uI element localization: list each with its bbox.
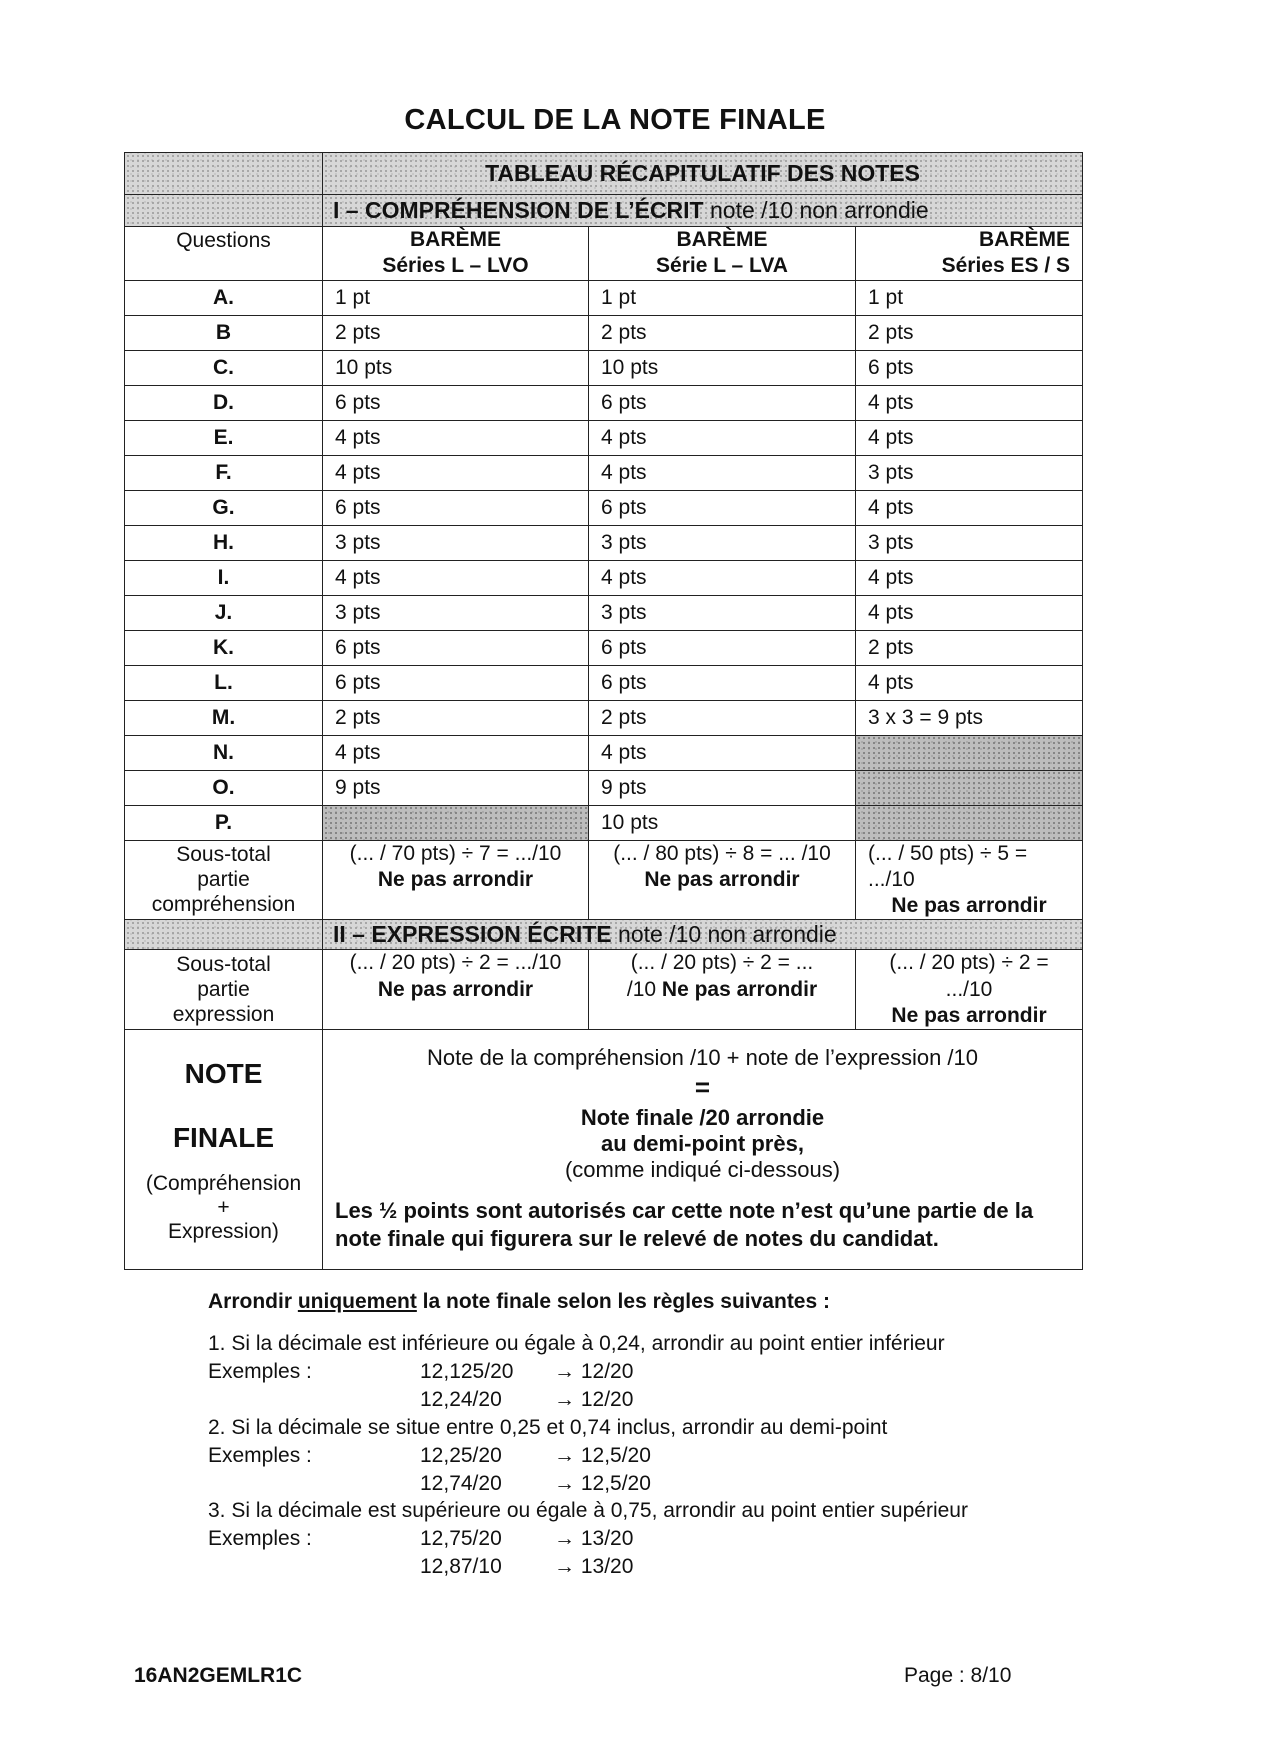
score-lva: 3 pts: [589, 595, 856, 630]
table-row: [125, 770, 1083, 805]
score-lva: 2 pts: [589, 315, 856, 350]
section-1-note: note /10 non arrondie: [703, 197, 929, 223]
column-header-lvo: [323, 227, 589, 281]
examples-label: Exemples :: [208, 1359, 312, 1383]
score-ess-not-applicable: [856, 770, 1083, 805]
question-label: H.: [125, 525, 323, 560]
table-row: [125, 315, 1083, 350]
rounding-rules-intro: [208, 1288, 1108, 1316]
example-row: [208, 1553, 1108, 1581]
rule-text: 2. Si la décimale se situe entre 0,25 et 0,74 inclus, arrondir au demi-point: [208, 1415, 888, 1439]
score-lvo: 6 pts: [323, 630, 589, 665]
score-lvo: 4 pts: [323, 735, 589, 770]
subtotal-expression-ess: [856, 950, 1083, 1030]
subtotal-formula-cont: .../10: [868, 867, 915, 891]
label-line: partie: [197, 868, 250, 892]
score-lva: 6 pts: [589, 385, 856, 420]
final-note-title-1: NOTE: [184, 1057, 263, 1089]
label-line: expression: [172, 1003, 275, 1027]
examples-label: Exemples :: [208, 1527, 312, 1551]
score-lvo: 6 pts: [323, 385, 589, 420]
section-1-title: [323, 195, 1083, 227]
score-lva: 10 pts: [589, 805, 856, 840]
section-2-numbering: II – EXPRESSION ÉCRITE: [333, 921, 612, 948]
score-lvo: 6 pts: [323, 490, 589, 525]
table-header-title: TABLEAU RÉCAPITULATIF DES NOTES: [323, 153, 1083, 195]
score-ess: 4 pts: [856, 595, 1083, 630]
question-label: N.: [125, 735, 323, 770]
rule-item: [208, 1414, 1108, 1498]
example-from: 12,24/20: [420, 1387, 502, 1411]
label-line: partie: [197, 978, 250, 1002]
label-line: compréhension: [151, 893, 296, 917]
score-lvo: 4 pts: [323, 560, 589, 595]
subtotal-note-prefix: /10: [626, 977, 662, 1001]
example-row: [208, 1386, 1108, 1414]
table-row: [125, 350, 1083, 385]
question-label: E.: [125, 420, 323, 455]
subtotal-expression-lvo: [323, 950, 589, 1030]
final-note-result-2: au demi-point près,: [601, 1130, 804, 1156]
score-ess-not-applicable: [856, 735, 1083, 770]
subtotal-comprehension-row: [125, 840, 1083, 920]
subtotal-note: Ne pas arrondir: [644, 867, 800, 891]
table-row: [125, 700, 1083, 735]
intro-text: Arrondir: [208, 1290, 298, 1313]
score-ess-not-applicable: [856, 805, 1083, 840]
section-2-note: note /10 non arrondie: [611, 921, 837, 948]
section-1-corner-cell: [125, 195, 323, 227]
example-to: → 13/20: [554, 1527, 634, 1551]
subtotal-formula: (... / 50 pts) ÷ 5 =: [868, 841, 1028, 865]
score-lvo: 9 pts: [323, 770, 589, 805]
score-ess: 4 pts: [856, 420, 1083, 455]
subtotal-formula: (... / 20 pts) ÷ 2 = ...: [630, 951, 814, 975]
score-ess: 3 pts: [856, 525, 1083, 560]
final-note-detail-3: Expression): [168, 1219, 279, 1243]
rule-item: [208, 1497, 1108, 1581]
score-lva: 6 pts: [589, 665, 856, 700]
table-header-row: [125, 153, 1083, 195]
question-label: O.: [125, 770, 323, 805]
intro-text: la note finale selon les règles suivantes :: [416, 1290, 830, 1313]
question-label: P.: [125, 805, 323, 840]
column-title: BARÈME: [676, 228, 768, 251]
label-line: Sous-total: [176, 952, 271, 976]
example-row: [208, 1525, 1108, 1553]
section-1-numbering: I – COMPRÉHENSION DE L’ÉCRIT: [333, 197, 704, 223]
example-from: 12,87/10: [420, 1555, 502, 1579]
final-note-result-1: Note finale /20 arrondie: [580, 1104, 825, 1130]
page-number: Page : 8/10: [904, 1664, 1012, 1687]
example-to: → 12,5/20: [554, 1443, 651, 1467]
score-ess: 6 pts: [856, 350, 1083, 385]
score-ess: 4 pts: [856, 490, 1083, 525]
example-row: [208, 1358, 1108, 1386]
subtotal-formula: (... / 70 pts) ÷ 7 = .../10: [349, 841, 562, 865]
intro-emphasis: uniquement: [297, 1290, 417, 1313]
question-label: I.: [125, 560, 323, 595]
rule-text: 3. Si la décimale est supérieure ou égale à 0,75, arrondir au point entier supérieur: [208, 1499, 968, 1523]
score-ess: 4 pts: [856, 665, 1083, 700]
question-label: B: [125, 315, 323, 350]
column-title: BARÈME: [979, 228, 1071, 251]
score-lvo: 4 pts: [323, 455, 589, 490]
score-lvo-not-applicable: [323, 805, 589, 840]
score-lva: 10 pts: [589, 350, 856, 385]
example-from: 12,125/20: [420, 1359, 514, 1383]
score-lva: 6 pts: [589, 630, 856, 665]
final-note-remark: Les ½ points sont autorisés car cette note n’est qu’une partie de la note finale qui figurera sur le relevé de notes du candidat.: [335, 1197, 1034, 1252]
score-ess: 3 pts: [856, 455, 1083, 490]
example-to: → 12/20: [554, 1387, 634, 1411]
column-subtitle: Séries L – LVO: [382, 254, 529, 278]
column-subtitle: Série L – LVA: [656, 254, 788, 278]
column-header-lva: [589, 227, 856, 281]
rounding-rules: [208, 1288, 1108, 1581]
section-2-header-row: [125, 920, 1083, 950]
question-label: A.: [125, 280, 323, 315]
table-row: [125, 490, 1083, 525]
score-ess: 2 pts: [856, 315, 1083, 350]
header-corner-cell: [125, 153, 323, 195]
subtotal-expression-row: [125, 950, 1083, 1030]
table-row: [125, 595, 1083, 630]
score-ess: 2 pts: [856, 630, 1083, 665]
score-ess: 3 x 3 = 9 pts: [856, 700, 1083, 735]
table-row: [125, 525, 1083, 560]
score-lvo: 4 pts: [323, 420, 589, 455]
subtotal-formula: (... / 20 pts) ÷ 2 = .../10: [349, 951, 562, 975]
subtotal-expression-lva: [589, 950, 856, 1030]
table-row: [125, 385, 1083, 420]
score-lva: 1 pt: [589, 280, 856, 315]
final-note-result-3: (comme indiqué ci-dessous): [564, 1156, 841, 1182]
final-note-content: [323, 1030, 1083, 1270]
score-lva: 4 pts: [589, 560, 856, 595]
page-title: CALCUL DE LA NOTE FINALE: [404, 104, 826, 136]
score-lva: 4 pts: [589, 455, 856, 490]
final-note-detail-1: (Compréhension: [145, 1171, 302, 1195]
final-note-row: [125, 1030, 1083, 1270]
table-row: [125, 455, 1083, 490]
table-row: [125, 665, 1083, 700]
question-label: F.: [125, 455, 323, 490]
column-subtitle: Séries ES / S: [941, 254, 1071, 278]
subtotal-comprehension-lva: [589, 840, 856, 920]
subtotal-comprehension-ess: [856, 840, 1083, 920]
column-header-row: [125, 227, 1083, 281]
rule-item: [208, 1330, 1108, 1414]
question-label: K.: [125, 630, 323, 665]
subtotal-formula: (... / 80 pts) ÷ 8 = ... /10: [613, 841, 831, 865]
table-row: [125, 420, 1083, 455]
example-from: 12,74/20: [420, 1471, 502, 1495]
subtotal-expression-label: [125, 950, 323, 1030]
example-from: 12,25/20: [420, 1443, 502, 1467]
label-line: Sous-total: [176, 843, 271, 867]
subtotal-note: Ne pas arrondir: [891, 1003, 1047, 1027]
subtotal-comprehension-lvo: [323, 840, 589, 920]
section-1-header-row: [125, 195, 1083, 227]
score-lvo: 6 pts: [323, 665, 589, 700]
grade-summary-table: [124, 152, 1083, 1270]
score-lvo: 2 pts: [323, 315, 589, 350]
question-label: D.: [125, 385, 323, 420]
column-title: BARÈME: [409, 228, 501, 251]
score-lva: 6 pts: [589, 490, 856, 525]
example-from: 12,75/20: [420, 1527, 502, 1551]
example-to: → 13/20: [554, 1555, 634, 1579]
question-label: L.: [125, 665, 323, 700]
example-row: [208, 1442, 1108, 1470]
score-lva: 2 pts: [589, 700, 856, 735]
subtotal-note: Ne pas arrondir: [377, 977, 534, 1001]
score-lvo: 3 pts: [323, 595, 589, 630]
subtotal-comprehension-label: [125, 840, 323, 920]
score-lva: 9 pts: [589, 770, 856, 805]
column-header-ess: [856, 227, 1083, 281]
score-lvo: 1 pt: [323, 280, 589, 315]
score-ess: 4 pts: [856, 385, 1083, 420]
score-lvo: 10 pts: [323, 350, 589, 385]
document-code: 16AN2GEMLR1C: [134, 1664, 303, 1687]
question-label: J.: [125, 595, 323, 630]
subtotal-note: Ne pas arrondir: [891, 894, 1047, 917]
final-note-label: [125, 1030, 323, 1270]
score-ess: 1 pt: [856, 280, 1083, 315]
subtotal-note: Ne pas arrondir: [661, 977, 818, 1001]
question-label: M.: [125, 700, 323, 735]
section-2-corner-cell: [125, 920, 323, 950]
score-lvo: 2 pts: [323, 700, 589, 735]
table-row: [125, 280, 1083, 315]
questions-header: Questions: [125, 227, 323, 281]
question-label: C.: [125, 350, 323, 385]
question-label: G.: [125, 490, 323, 525]
score-lvo: 3 pts: [323, 525, 589, 560]
table-row: [125, 560, 1083, 595]
score-lva: 3 pts: [589, 525, 856, 560]
subtotal-formula: (... / 20 pts) ÷ 2 = .../10: [889, 951, 1049, 1001]
example-to: → 12,5/20: [554, 1471, 651, 1495]
table-row: [125, 630, 1083, 665]
example-to: → 12/20: [554, 1359, 634, 1383]
example-row: [208, 1470, 1108, 1498]
subtotal-note-line: [601, 977, 843, 1003]
rule-text: 1. Si la décimale est inférieure ou égale à 0,24, arrondir au point entier inférieur: [208, 1331, 945, 1355]
section-2-title: [323, 920, 1083, 950]
score-lva: 4 pts: [589, 420, 856, 455]
table-row: [125, 805, 1083, 840]
score-lva: 4 pts: [589, 735, 856, 770]
final-note-detail-2: +: [217, 1195, 230, 1219]
final-note-title-2: FINALE: [172, 1121, 275, 1153]
final-note-equals: =: [694, 1072, 711, 1102]
table-row: [125, 735, 1083, 770]
final-note-formula: Note de la compréhension /10 + note de l’expression /10: [427, 1045, 978, 1070]
examples-label: Exemples :: [208, 1443, 312, 1467]
score-ess: 4 pts: [856, 560, 1083, 595]
subtotal-note: Ne pas arrondir: [377, 867, 534, 891]
